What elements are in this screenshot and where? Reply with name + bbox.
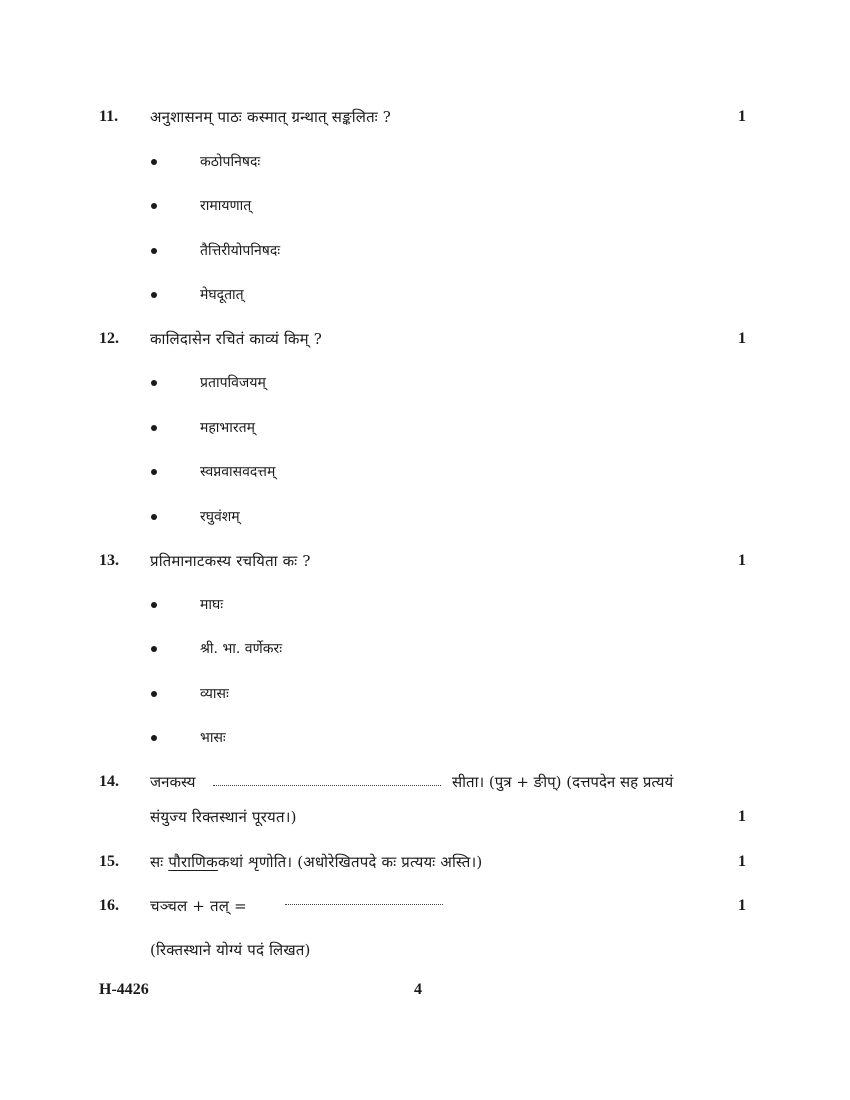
option-text: प्रतापविजयम् [200, 375, 266, 391]
option-text: तैत्तिरीयोपनिषदः [200, 243, 281, 259]
question-number: 11. [99, 108, 119, 125]
question-number: 13. [99, 552, 119, 569]
question-text: कालिदासेन रचितं काव्यं किम् ? [150, 330, 322, 348]
option-text: माघः [200, 597, 224, 613]
option-item [0, 236, 850, 266]
option-item [0, 457, 850, 487]
option-item [0, 723, 850, 753]
bullet-icon [151, 514, 157, 520]
blank-dotted-line [285, 904, 443, 905]
question-text: प्रतिमानाटकस्य रचयिता कः ? [150, 552, 311, 570]
page-number: 4 [414, 981, 422, 998]
instruction-text: (रिक्तस्थाने योग्यं पदं लिखत) [150, 941, 311, 959]
question-12 [0, 324, 850, 354]
bullet-icon [151, 248, 157, 254]
option-text: स्वप्नवासवदत्तम् [200, 464, 276, 480]
option-item [0, 413, 850, 443]
question-number: 16. [99, 897, 119, 914]
bullet-icon [151, 469, 157, 475]
question-text-start: सः [150, 853, 164, 871]
question-text-start: जनकस्य [150, 773, 196, 791]
option-text: मेघदूतात् [200, 287, 244, 303]
question-marks: 1 [738, 108, 746, 125]
question-number: 15. [99, 853, 119, 870]
option-item [0, 280, 850, 310]
bullet-icon [151, 159, 157, 165]
option-text: श्री. भा. वर्णेकरः [200, 641, 283, 657]
option-text: व्यासः [200, 686, 229, 702]
question-16-instruction [0, 935, 850, 965]
bullet-icon [151, 292, 157, 298]
question-text-line2: संयुज्य रिक्तस्थानं पूरयत।) [150, 808, 297, 826]
underlined-word: पौराणिक [168, 853, 218, 871]
option-text: रामायणात् [200, 198, 252, 214]
question-13 [0, 546, 850, 576]
blank-dotted-line [213, 785, 441, 786]
paper-code: H-4426 [99, 981, 149, 998]
option-item [0, 590, 850, 620]
question-number: 14. [99, 773, 119, 790]
question-marks: 1 [738, 853, 746, 870]
bullet-icon [151, 646, 157, 652]
option-text: कठोपनिषदः [200, 154, 261, 170]
bullet-icon [151, 602, 157, 608]
option-item [0, 368, 850, 398]
question-number: 12. [99, 330, 119, 347]
question-marks: 1 [738, 330, 746, 347]
question-14 [0, 767, 850, 797]
question-text-mid: सीता। (पुत्र + ङीप्) (दत्तपदेन सह प्रत्ययं [452, 773, 674, 791]
question-marks: 1 [738, 808, 746, 825]
option-item [0, 502, 850, 532]
question-16 [0, 891, 850, 921]
option-item [0, 679, 850, 709]
question-14-line2 [0, 802, 850, 832]
option-text: महाभारतम् [200, 420, 255, 436]
bullet-icon [151, 691, 157, 697]
question-text-end: कथां शृणोति। (अधोरेखितपदे कः प्रत्ययः अस्ति।) [217, 853, 483, 871]
bullet-icon [151, 380, 157, 386]
question-marks: 1 [738, 897, 746, 914]
question-text [150, 847, 482, 877]
question-15 [0, 847, 850, 877]
bullet-icon [151, 203, 157, 209]
question-text: चञ्चल + तल् = [150, 897, 247, 915]
option-item [0, 634, 850, 664]
question-marks: 1 [738, 552, 746, 569]
option-text: भासः [200, 730, 226, 746]
question-11 [0, 102, 850, 132]
option-item [0, 191, 850, 221]
bullet-icon [151, 735, 157, 741]
bullet-icon [151, 425, 157, 431]
option-text: रघुवंशम् [200, 509, 240, 525]
question-text: अनुशासनम् पाठः कस्मात् ग्रन्थात् सङ्कलितः ? [150, 108, 392, 126]
option-item [0, 147, 850, 177]
